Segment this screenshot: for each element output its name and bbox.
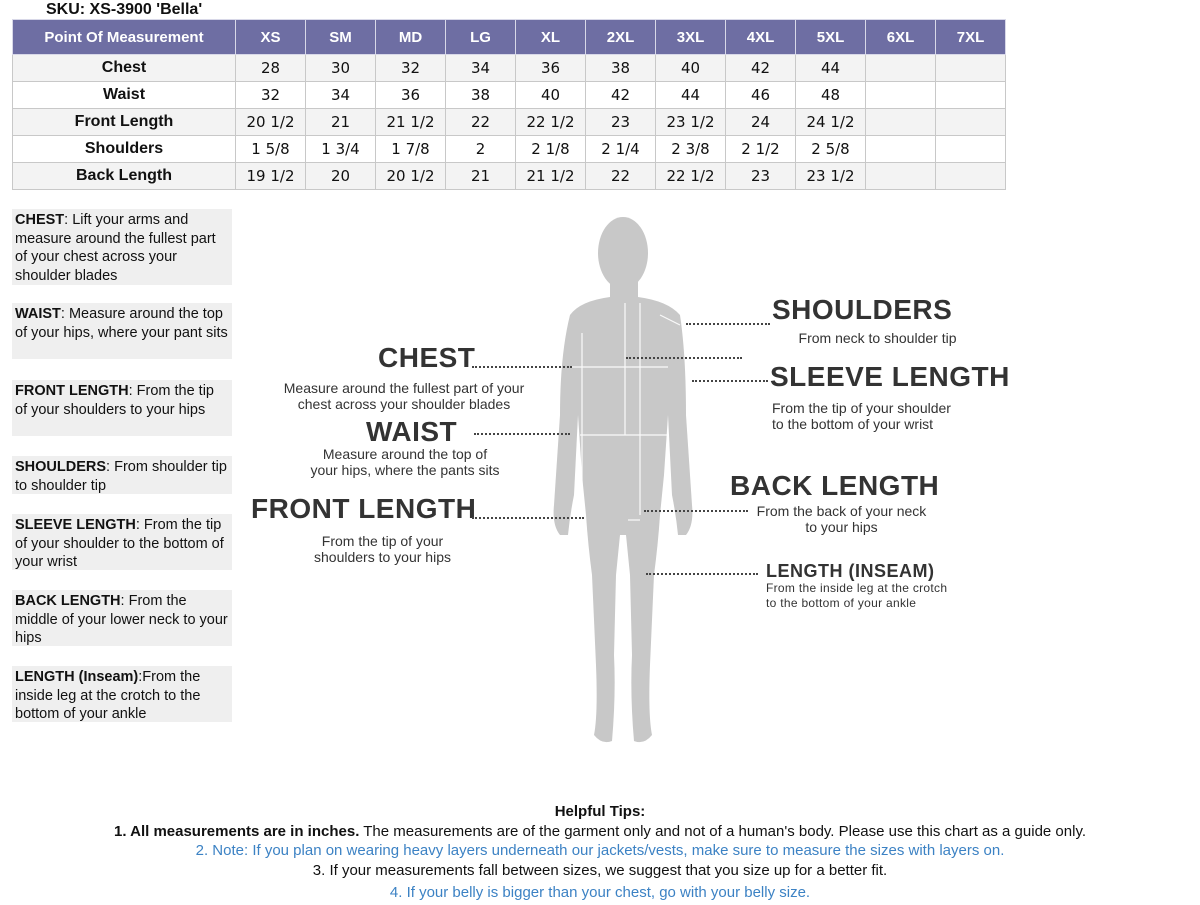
body-silhouette (540, 215, 710, 780)
measurement-description (12, 456, 232, 494)
table-cell: 19 1/2 (236, 163, 306, 190)
table-cell: 32 (236, 82, 306, 109)
table-cell: 23 (586, 109, 656, 136)
table-cell (936, 136, 1006, 163)
table-cell: 44 (656, 82, 726, 109)
waist-diagram-sub2: your hips, where the pants sits (310, 462, 500, 478)
table-cell: 24 1/2 (796, 109, 866, 136)
tip-1 (0, 822, 1200, 842)
description-text: Measure around the top of your hips, where your pant sits (15, 306, 228, 341)
measurement-description (12, 514, 232, 570)
table-cell: 38 (586, 55, 656, 82)
header-size-6xl: 6XL (866, 20, 936, 55)
table-cell: 20 (306, 163, 376, 190)
chest-diagram-sub2: chest across your shoulder blades (297, 396, 511, 412)
header-point-of-measurement: Point Of Measurement (13, 20, 236, 55)
measurement-description (12, 590, 232, 646)
description-separator: : (135, 517, 140, 533)
sleeve-length-diagram-label: SLEEVE LENGTH (770, 361, 1010, 392)
header-size-md: MD (376, 20, 446, 55)
measurement-description (12, 380, 232, 436)
tip-3: 3. If your measurements fall between sizes, we suggest that you size up for a better fit. (312, 862, 888, 879)
sleeve-length-diagram-sub2: to the bottom of your wrist (772, 416, 934, 432)
tip-1-text: The measurements are of the garment only and not of a human's body. Please use this chart as a guide only. (359, 823, 1086, 840)
table-cell: 34 (306, 82, 376, 109)
table-row (13, 109, 1006, 136)
measurement-description (12, 303, 232, 359)
table-cell: 20 1/2 (376, 163, 446, 190)
inseam-diagram-sub1: From the inside leg at the crotch (766, 581, 948, 595)
table-cell: 2 5/8 (796, 136, 866, 163)
tip-4: 4. If your belly is bigger than your chest, go with your belly size. (389, 884, 811, 901)
back-length-diagram-sub2: to your hips (805, 519, 878, 535)
measurement-description (12, 209, 232, 285)
shoulders-leader-line (686, 323, 770, 325)
table-cell: 1 5/8 (236, 136, 306, 163)
header-size-7xl: 7XL (936, 20, 1006, 55)
table-cell: 24 (726, 109, 796, 136)
table-cell: 36 (516, 55, 586, 82)
table-cell: 42 (586, 82, 656, 109)
table-cell: 1 3/4 (306, 136, 376, 163)
description-text: From the tip of your shoulder to the bottom of your wrist (15, 517, 224, 570)
description-term: CHEST (15, 212, 65, 228)
chest-leader-line (472, 366, 572, 368)
description-text: From the inside leg at the crotch to the bottom of your ankle (15, 669, 201, 722)
description-text: From the tip of your shoulders to your hips (15, 383, 214, 418)
description-separator: : (128, 383, 133, 399)
header-size-xl: XL (516, 20, 586, 55)
row-label: Waist (13, 82, 236, 109)
table-cell: 20 1/2 (236, 109, 306, 136)
sku-title: SKU: XS-3900 'Bella' (46, 1, 203, 18)
table-cell: 46 (726, 82, 796, 109)
chest-diagram-sub1: Measure around the fullest part of your (283, 380, 525, 396)
back-length-diagram-sub1: From the back of your neck (756, 503, 927, 519)
sleeve-length-diagram-sub1: From the tip of your shoulder (772, 400, 951, 416)
table-cell (866, 163, 936, 190)
table-cell (936, 82, 1006, 109)
inseam-diagram-label: LENGTH (INSEAM) (766, 561, 935, 581)
description-term: WAIST (15, 306, 61, 322)
description-separator: : (60, 306, 65, 322)
table-cell (936, 163, 1006, 190)
table-cell: 2 (446, 136, 516, 163)
table-row (13, 82, 1006, 109)
description-text: From shoulder tip to shoulder tip (15, 459, 227, 494)
table-header-row (13, 20, 1006, 55)
table-cell: 2 1/4 (586, 136, 656, 163)
front-length-diagram-sub2: shoulders to your hips (314, 549, 451, 565)
tip-1-bold: 1. All measurements are in inches. (113, 823, 360, 840)
header-size-5xl: 5XL (796, 20, 866, 55)
table-cell: 40 (656, 55, 726, 82)
sleeve-length-leader-line (692, 380, 768, 382)
header-size-xs: XS (236, 20, 306, 55)
helpful-tips-title: Helpful Tips: (554, 803, 646, 820)
tip-2: 2. Note: If you plan on wearing heavy layers underneath our jackets/vests, make sure to measure the sizes with layers on. (195, 842, 1005, 859)
inseam-diagram-sub2: to the bottom of your ankle (766, 596, 917, 610)
inseam-leader-line (646, 573, 758, 575)
size-chart-table (12, 19, 1006, 190)
chest-right-line (626, 357, 742, 359)
table-row (13, 55, 1006, 82)
table-cell: 28 (236, 55, 306, 82)
table-cell (866, 109, 936, 136)
front-length-diagram-label: FRONT LENGTH (251, 493, 477, 524)
table-cell (866, 136, 936, 163)
table-cell (936, 109, 1006, 136)
description-term: SLEEVE LENGTH (15, 517, 136, 533)
table-cell (866, 55, 936, 82)
shoulders-diagram-sub1: From neck to shoulder tip (798, 330, 957, 346)
table-cell: 22 1/2 (656, 163, 726, 190)
table-cell: 21 (306, 109, 376, 136)
table-cell: 22 (586, 163, 656, 190)
description-term: FRONT LENGTH (15, 383, 129, 399)
table-cell: 23 1/2 (796, 163, 866, 190)
chest-diagram-label: CHEST (378, 342, 476, 373)
waist-diagram-sub1: Measure around the top of (322, 446, 488, 462)
waist-leader-line (474, 433, 570, 435)
table-cell: 32 (376, 55, 446, 82)
header-size-2xl: 2XL (586, 20, 656, 55)
description-separator: : (138, 669, 143, 685)
table-cell (936, 55, 1006, 82)
table-row (13, 163, 1006, 190)
table-cell: 38 (446, 82, 516, 109)
table-cell: 21 1/2 (516, 163, 586, 190)
table-cell: 40 (516, 82, 586, 109)
table-cell: 23 1/2 (656, 109, 726, 136)
table-cell: 36 (376, 82, 446, 109)
waist-diagram-label: WAIST (366, 416, 458, 447)
description-term: LENGTH (Inseam) (15, 669, 139, 685)
table-cell: 44 (796, 55, 866, 82)
table-cell: 48 (796, 82, 866, 109)
table-cell: 22 (446, 109, 516, 136)
header-size-3xl: 3XL (656, 20, 726, 55)
table-row (13, 136, 1006, 163)
table-cell: 1 7/8 (376, 136, 446, 163)
row-label: Back Length (13, 163, 236, 190)
description-text: From the middle of your lower neck to your hips (15, 593, 228, 646)
table-cell: 34 (446, 55, 516, 82)
front-length-diagram-sub1: From the tip of your (321, 533, 444, 549)
description-separator: : (120, 593, 125, 609)
header-size-lg: LG (446, 20, 516, 55)
table-cell: 22 1/2 (516, 109, 586, 136)
shoulders-diagram-label: SHOULDERS (772, 294, 953, 325)
table-cell: 2 1/2 (726, 136, 796, 163)
table-cell: 23 (726, 163, 796, 190)
row-label: Shoulders (13, 136, 236, 163)
description-term: BACK LENGTH (15, 593, 121, 609)
description-term: SHOULDERS (15, 459, 107, 475)
row-label: Chest (13, 55, 236, 82)
row-label: Front Length (13, 109, 236, 136)
table-cell: 30 (306, 55, 376, 82)
description-separator: : (106, 459, 111, 475)
front-length-leader-line (472, 517, 584, 519)
description-text: Lift your arms and measure around the fullest part of your chest across your shoulder blades (15, 212, 216, 284)
table-cell: 2 1/8 (516, 136, 586, 163)
back-length-leader-line (644, 510, 748, 512)
table-cell: 2 3/8 (656, 136, 726, 163)
description-separator: : (64, 212, 69, 228)
header-size-sm: SM (306, 20, 376, 55)
back-length-diagram-label: BACK LENGTH (730, 470, 940, 501)
header-size-4xl: 4XL (726, 20, 796, 55)
table-cell: 42 (726, 55, 796, 82)
measurement-description (12, 666, 232, 722)
table-cell: 21 1/2 (376, 109, 446, 136)
table-cell: 21 (446, 163, 516, 190)
table-cell (866, 82, 936, 109)
